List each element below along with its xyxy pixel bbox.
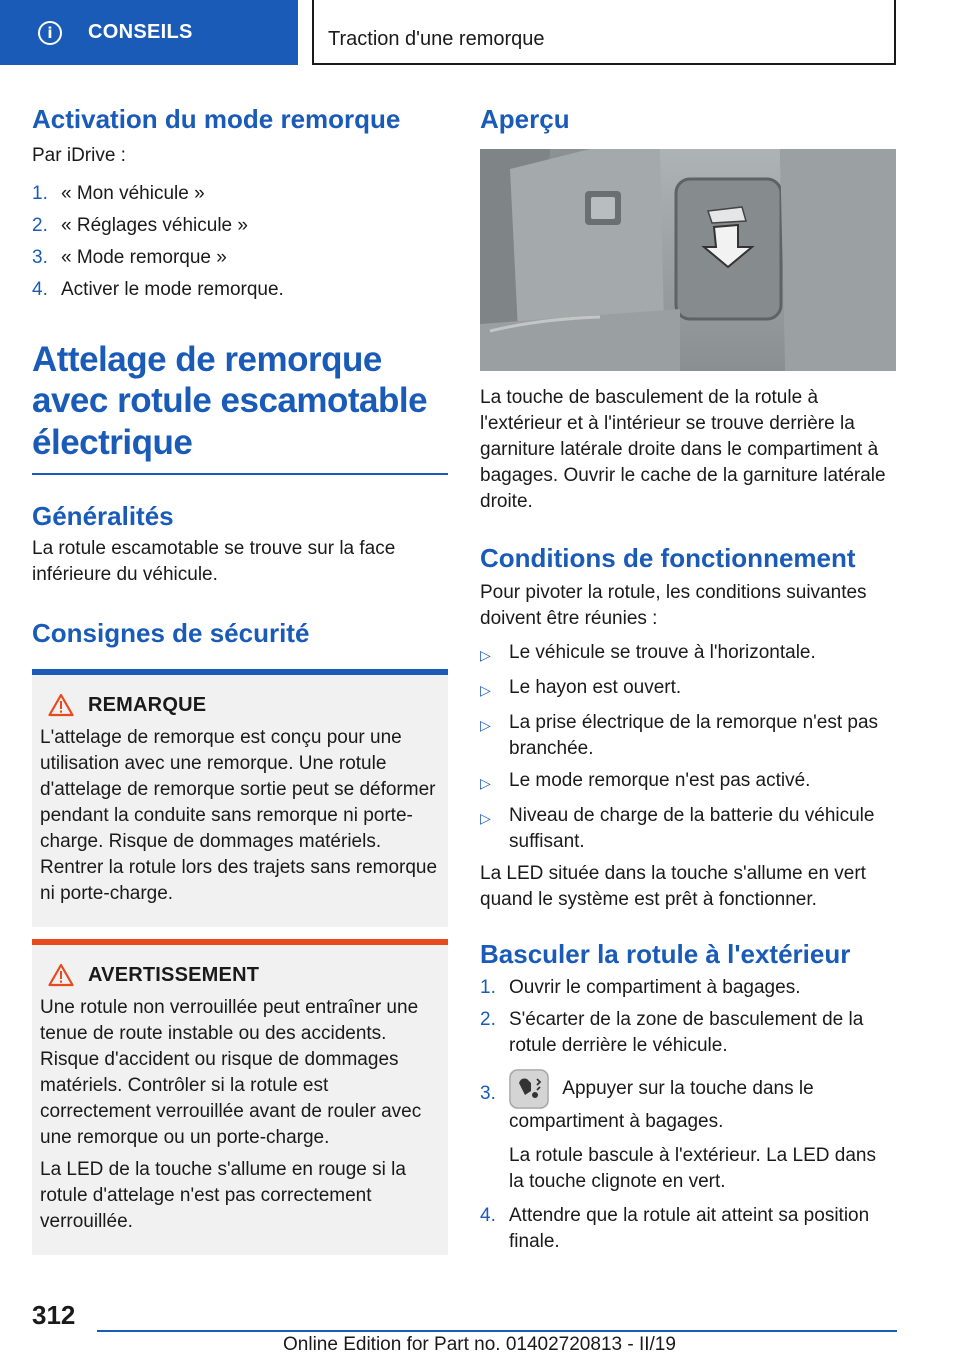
list-item: 4. Attendre que la rotule ait atteint sa position finale.: [480, 1204, 870, 1252]
conditions-outro: La LED située dans la touche s'allume en vert quand le système est prêt à fonctionner.: [480, 863, 866, 911]
heading-rule: [32, 473, 448, 475]
generalites-text: La rotule escamotable se trouve sur la face inférieure du véhicule.: [32, 538, 396, 586]
activation-heading: Activation du mode remorque: [32, 104, 401, 134]
warning-text-2: La LED de la touche s'allume en rouge si la rotule d'attelage n'est pas correctement verrouillée.: [40, 1159, 406, 1233]
list-item: 1. Ouvrir le compartiment à bagages.: [480, 976, 801, 998]
bullet-triangle-icon: ▷: [480, 683, 491, 700]
bullet-triangle-icon: ▷: [480, 648, 491, 665]
notice-box: [32, 669, 448, 927]
edition-text: Online Edition for Part no. 01402720813 - II/19: [283, 1334, 676, 1355]
list-item: ▷ La prise électrique de la remorque n'est pas branchée.: [480, 710, 896, 762]
chapter-title: Traction d'une remorque: [328, 28, 545, 50]
list-item: 4. Activer le mode remorque.: [32, 279, 284, 301]
chapter-title-box: [312, 0, 896, 65]
section-tab[interactable]: [0, 0, 298, 65]
generalites-heading: Généralités: [32, 501, 174, 532]
bullet-triangle-icon: ▷: [480, 776, 491, 793]
warning-triangle-icon: [48, 693, 74, 717]
list-item: ▷ Niveau de charge de la batterie du véhicule suffisant.: [480, 803, 896, 855]
list-item: ▷ Le mode remorque n'est pas activé.: [480, 768, 896, 797]
warning-box: [32, 939, 448, 1255]
bullet-triangle-icon: ▷: [480, 811, 491, 828]
consignes-heading: Consignes de sécurité: [32, 618, 310, 649]
step-result-text: La rotule bascule à l'extérieur. La LED dans la touche clignote en vert.: [509, 1144, 876, 1192]
notice-text: L'attelage de remorque est conçu pour une utilisation avec une remorque. Une rotule d'attelage de remorque sortie peut se déformer pendant la conduite sans remorque ni porte-charge. Risque de dommages matériels. Rentrer la rotule lors des trajets sans remorque ni porte-charge.: [40, 727, 438, 905]
conditions-list: [480, 640, 896, 855]
apercu-heading: Aperçu: [480, 104, 570, 134]
info-icon: i: [38, 21, 62, 45]
conditions-heading: Conditions de fonctionnement: [480, 543, 856, 574]
conditions-intro: Pour pivoter la rotule, les conditions suivantes doivent être réunies :: [480, 582, 867, 630]
list-item: 2. « Réglages véhicule »: [32, 215, 248, 237]
basculer-heading: Basculer la rotule à l'extérieur: [480, 939, 851, 970]
bullet-triangle-icon: ▷: [480, 718, 491, 735]
main-heading: Attelage de remorque avec rotule escamotable électrique: [32, 340, 428, 462]
warning-text-1: Une rotule non verrouillée peut entraîner une tenue de route instable ou des accidents. Risque d'accident ou risque de dommages matériels. Contrôler si la rotule est correctement verrouillée avant de rouler avec une remorque ou un porte-charge.: [40, 997, 422, 1149]
towbar-button-icon: [509, 1069, 549, 1109]
warning-label: AVERTISSEMENT: [88, 963, 260, 986]
list-item: 3. « Mode remorque »: [32, 247, 227, 269]
list-item: 3. Appuyer sur la touche dans le compartiment à bagages. La rotule bascule à l'extérieur. La LED dans la touche clignote en vert.: [480, 1069, 896, 1195]
activation-steps: [32, 181, 448, 303]
page-number: 312: [32, 1300, 76, 1330]
list-item: 2. S'écarter de la zone de basculement de la rotule derrière le véhicule.: [480, 1008, 864, 1056]
warning-triangle-icon: [48, 963, 74, 987]
right-column: [480, 100, 896, 1255]
section-tab-label: CONSEILS: [88, 21, 193, 43]
list-item: 1. « Mon véhicule »: [32, 183, 205, 205]
left-column: [32, 100, 448, 1255]
basculer-steps: [480, 975, 896, 1255]
list-item: ▷ Le véhicule se trouve à l'horizontale.: [480, 640, 896, 669]
list-item: ▷ Le hayon est ouvert.: [480, 675, 896, 704]
footer-rule: [97, 1330, 897, 1332]
notice-label: REMARQUE: [88, 693, 207, 716]
apercu-text: La touche de basculement de la rotule à l'extérieur et à l'intérieur se trouve derrière la garniture latérale droite dans le compartiment à bagages. Ouvrir le cache de la garniture latérale droite.: [480, 387, 886, 513]
activation-intro: Par iDrive :: [32, 145, 126, 167]
trunk-photo: [480, 149, 896, 371]
